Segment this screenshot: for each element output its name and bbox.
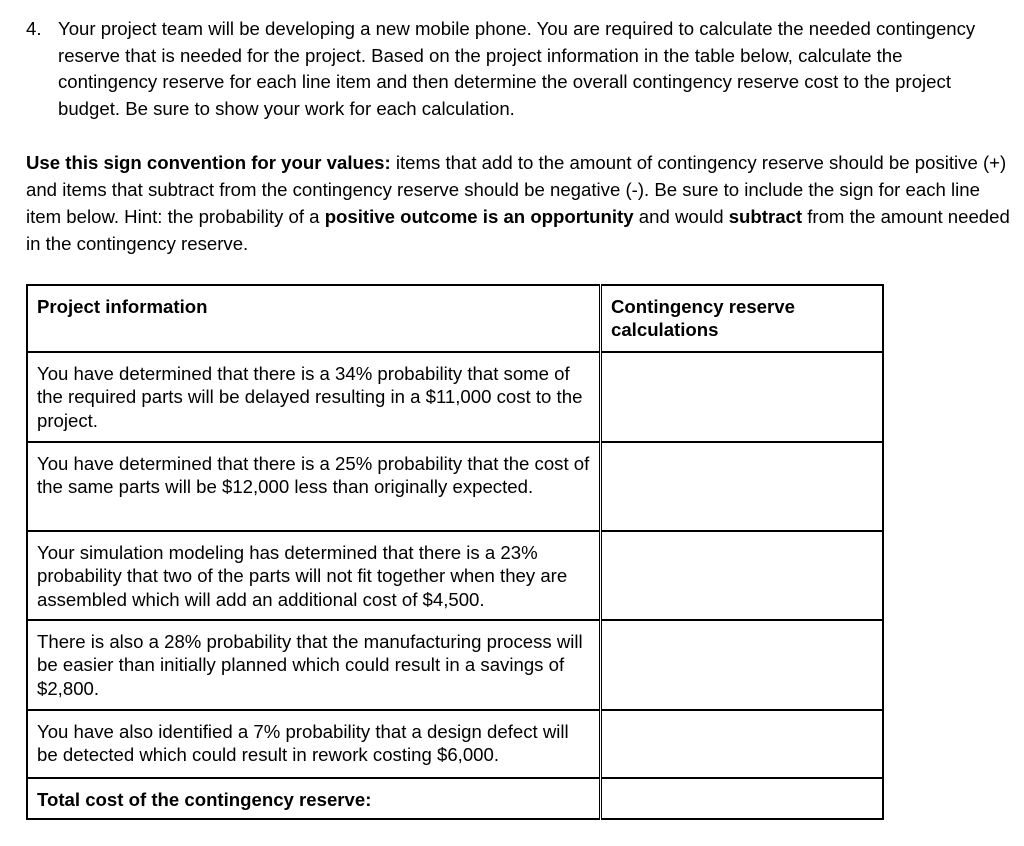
row-calc-cell[interactable]: [601, 710, 884, 778]
row-info: You have determined that there is a 25% probability that the cost of the same parts will be $12,000 less than originally expected.: [27, 442, 601, 531]
question-4: [26, 16, 1001, 122]
question-text: Your project team will be developing a new mobile phone. You are required to calculate the needed contingency reserve that is needed for the project. Based on the project information in the table below, calculate the contingency reserve for each line item and then determine the overall contingency reserve cost to the project budget. Be sure to show your work for each calculation.: [58, 18, 976, 119]
instructions-text-1: items that add to the amount of contingency reserve should be positive (+) and items that subtract from the contingency reserve should be negative (-). Be sure to include the sign for each line item below. Hint: the probability of a: [26, 152, 1007, 227]
row-info: You have determined that there is a 34% probability that some of the required parts will be delayed resulting in a $11,000 cost to the project.: [27, 352, 601, 442]
total-value-cell[interactable]: [601, 778, 884, 819]
table-header-row: [27, 285, 883, 352]
table-row: [27, 710, 883, 778]
contingency-table: [26, 284, 884, 820]
table-row: [27, 442, 883, 531]
instructions-text-3: from the amount needed in the contingency reserve.: [26, 206, 1010, 254]
row-calc-cell[interactable]: [601, 620, 884, 710]
row-calc-cell[interactable]: [601, 531, 884, 620]
instructions-bold-end: subtract: [728, 206, 803, 227]
row-info: There is also a 28% probability that the manufacturing process will be easier than initially planned which could result in a savings of $2,800.: [27, 620, 601, 710]
sign-convention-instructions: [26, 149, 1016, 257]
question-number: 4.: [26, 18, 42, 39]
header-contingency-reserve: Contingency reserve calculations: [601, 285, 884, 352]
row-info: You have also identified a 7% probability that a design defect will be detected which could result in rework costing $6,000.: [27, 710, 601, 778]
row-info: Your simulation modeling has determined that there is a 23% probability that two of the parts will not fit together when they are assembled which will add an additional cost of $4,500.: [27, 531, 601, 620]
instructions-bold-mid: positive outcome is an opportunity: [324, 206, 634, 227]
total-label: Total cost of the contingency reserve:: [27, 778, 601, 819]
header-project-information: Project information: [27, 285, 601, 352]
row-calc-cell[interactable]: [601, 352, 884, 442]
instructions-text-2: and would: [633, 206, 729, 227]
table-row: [27, 352, 883, 442]
instructions-bold-lead: Use this sign convention for your values:: [26, 152, 391, 173]
table-row: [27, 531, 883, 620]
table-row: [27, 620, 883, 710]
table-total-row: [27, 778, 883, 819]
row-calc-cell[interactable]: [601, 442, 884, 531]
